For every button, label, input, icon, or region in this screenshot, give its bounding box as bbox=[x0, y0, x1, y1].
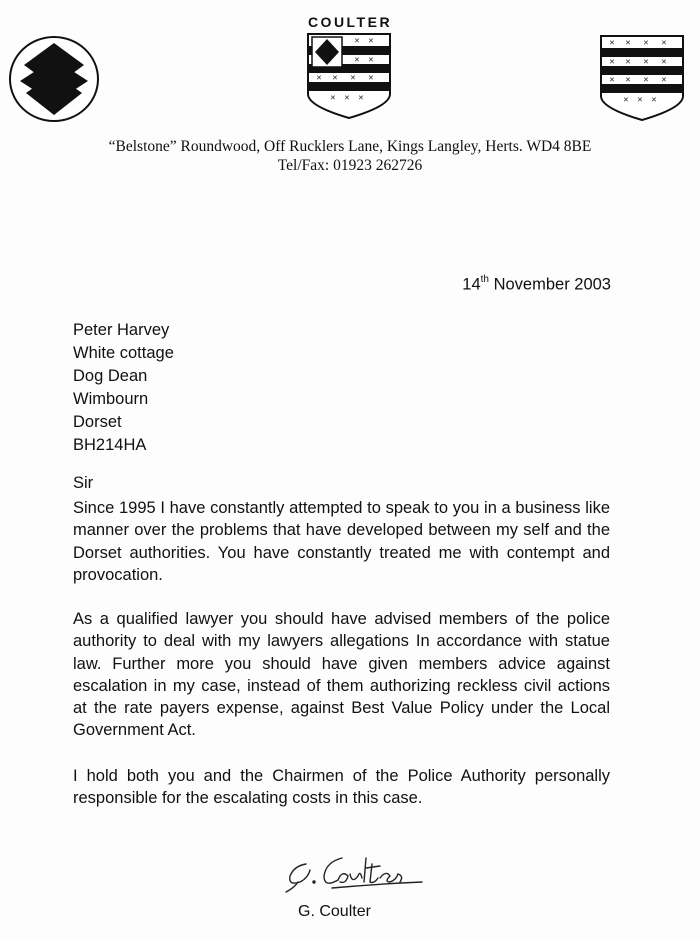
svg-text:✕: ✕ bbox=[344, 94, 350, 102]
recipient-line: White cottage bbox=[73, 344, 174, 362]
svg-text:✕: ✕ bbox=[643, 58, 649, 66]
date-rest: November 2003 bbox=[489, 275, 611, 294]
brand-name: COULTER bbox=[307, 14, 393, 30]
svg-text:✕: ✕ bbox=[354, 37, 360, 45]
svg-text:✕: ✕ bbox=[368, 37, 374, 45]
svg-text:✕: ✕ bbox=[643, 76, 649, 84]
recipient-line: Dog Dean bbox=[73, 367, 148, 385]
address-line: “Belstone” Roundwood, Off Rucklers Lane, Kings Langley, Herts. WD4 8BE bbox=[108, 138, 592, 155]
recipient-line: Dorset bbox=[73, 413, 122, 431]
svg-text:✕: ✕ bbox=[625, 76, 631, 84]
svg-text:✕: ✕ bbox=[637, 96, 643, 104]
svg-text:✕: ✕ bbox=[623, 96, 629, 104]
body-paragraph: As a qualified lawyer you should have advised members of the police authority to deal with my lawyers allegations In accordance with statue law. Further more you should have given members advice against escalation in my case, instead of them authorizing reckless civil actions at the rate payers expense, against Best Value Policy under the Local Government Act. bbox=[73, 610, 610, 740]
phone-line: Tel/Fax: 01923 262726 bbox=[277, 157, 423, 174]
svg-text:✕: ✕ bbox=[609, 39, 615, 47]
svg-text:✕: ✕ bbox=[661, 39, 667, 47]
letter-date bbox=[462, 275, 611, 295]
svg-text:✕: ✕ bbox=[651, 96, 657, 104]
diamond-emblem-icon bbox=[8, 35, 100, 123]
signature-name: G. Coulter bbox=[298, 903, 371, 920]
body-paragraph: Since 1995 I have constantly attempted to speak to you in a business like manner over the problems that have developed between my self and the Dorset authorities. You have constantly treated me with contempt and provocation. bbox=[73, 499, 610, 584]
svg-text:✕: ✕ bbox=[661, 76, 667, 84]
svg-text:✕: ✕ bbox=[609, 76, 615, 84]
recipient-line: BH214HA bbox=[73, 436, 147, 454]
svg-text:✕: ✕ bbox=[368, 56, 374, 64]
svg-text:✕: ✕ bbox=[316, 74, 322, 82]
salutation: Sir bbox=[73, 474, 94, 492]
date-day: 14 bbox=[462, 275, 481, 294]
svg-text:✕: ✕ bbox=[625, 39, 631, 47]
svg-text:✕: ✕ bbox=[330, 94, 336, 102]
svg-text:✕: ✕ bbox=[661, 58, 667, 66]
svg-text:✕: ✕ bbox=[609, 58, 615, 66]
letterhead-address bbox=[0, 137, 700, 175]
svg-text:✕: ✕ bbox=[332, 74, 338, 82]
recipient-line: Peter Harvey bbox=[73, 321, 170, 339]
svg-text:✕: ✕ bbox=[358, 94, 364, 102]
svg-text:✕: ✕ bbox=[354, 56, 360, 64]
recipient-line: Wimbourn bbox=[73, 390, 149, 408]
date-suffix: th bbox=[480, 274, 489, 285]
recipient-address bbox=[73, 319, 174, 457]
striped-shield-icon bbox=[599, 34, 685, 122]
svg-text:✕: ✕ bbox=[350, 74, 356, 82]
handwritten-signature bbox=[280, 852, 430, 898]
svg-text:✕: ✕ bbox=[625, 58, 631, 66]
body-paragraph: I hold both you and the Chairmen of the Police Authority personally responsible for the escalating costs in this case. bbox=[73, 767, 610, 808]
svg-text:✕: ✕ bbox=[643, 39, 649, 47]
svg-text:✕: ✕ bbox=[368, 74, 374, 82]
coat-of-arms-icon bbox=[306, 32, 392, 120]
